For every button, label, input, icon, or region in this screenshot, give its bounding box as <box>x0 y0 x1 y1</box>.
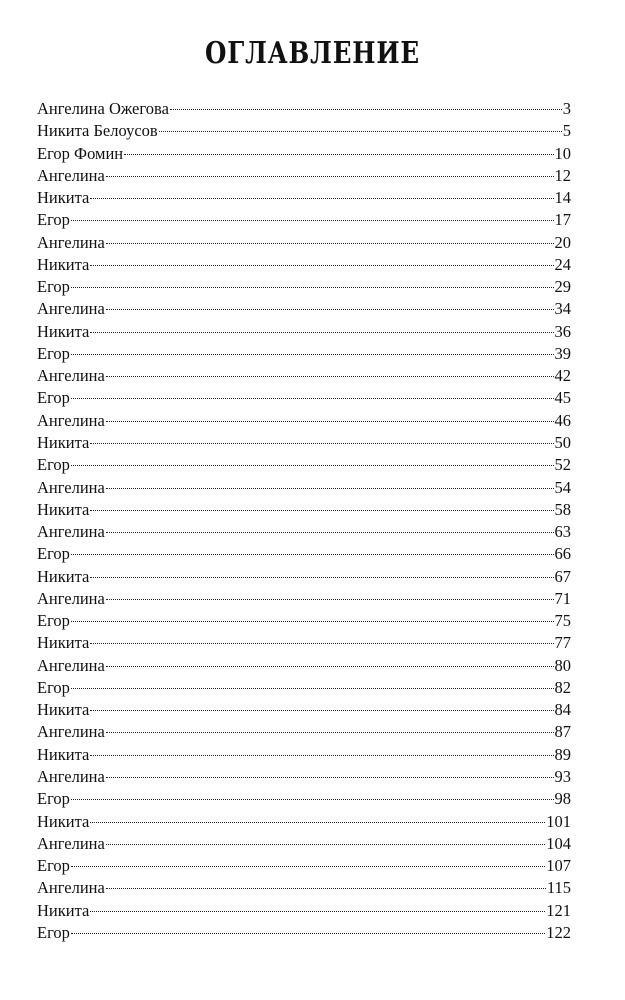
table-of-contents <box>37 98 571 944</box>
toc-dot-leader <box>106 421 554 422</box>
toc-entry-title: Егор <box>37 789 70 809</box>
toc-entry-page-number: 93 <box>554 766 571 786</box>
toc-entry-page-number: 36 <box>554 321 571 341</box>
toc-entry <box>37 387 571 409</box>
toc-entry-title: Никита <box>37 566 90 586</box>
toc-entry-title: Никита <box>37 254 90 274</box>
toc-entry-title: Егор <box>37 544 70 564</box>
toc-entry <box>37 298 571 320</box>
toc-entry-page-number: 14 <box>554 188 571 208</box>
toc-dot-leader <box>90 577 553 578</box>
toc-entry-page-number: 3 <box>562 99 571 118</box>
toc-entry-title: Никита <box>37 633 90 653</box>
toc-entry-title: Никита <box>37 499 90 519</box>
toc-entry-title: Егор <box>37 455 70 475</box>
toc-entry <box>37 788 571 810</box>
toc-entry-page-number: 104 <box>546 833 571 853</box>
toc-dot-leader <box>90 710 553 711</box>
toc-entry <box>37 365 571 387</box>
toc-entry-title: Егор <box>37 388 70 408</box>
toc-entry-page-number: 42 <box>554 366 571 386</box>
toc-entry-page-number: 71 <box>554 588 571 608</box>
toc-entry-page-number: 84 <box>554 700 571 720</box>
toc-dot-leader <box>106 376 554 377</box>
toc-entry-page-number: 58 <box>554 499 571 519</box>
toc-dot-leader <box>106 666 554 667</box>
toc-dot-leader <box>71 621 554 622</box>
toc-entry <box>37 276 571 298</box>
toc-entry <box>37 187 571 209</box>
toc-entry-page-number: 67 <box>554 566 571 586</box>
toc-entry-page-number: 12 <box>554 165 571 185</box>
toc-entry <box>37 900 571 922</box>
toc-entry-title: Ангелина <box>37 833 105 853</box>
toc-entry-page-number: 45 <box>554 388 571 408</box>
toc-entry-page-number: 17 <box>554 210 571 230</box>
toc-entry <box>37 699 571 721</box>
toc-entry <box>37 677 571 699</box>
toc-entry <box>37 143 571 165</box>
toc-entry-title: Никита Белоусов <box>37 121 158 141</box>
toc-entry-title: Егор <box>37 210 70 230</box>
toc-dot-leader <box>71 554 554 555</box>
toc-entry <box>37 543 571 565</box>
toc-entry-title: Егор <box>37 277 70 297</box>
toc-dot-leader <box>106 777 554 778</box>
toc-entry <box>37 209 571 231</box>
toc-entry-page-number: 46 <box>554 410 571 430</box>
toc-entry-title: Никита <box>37 700 90 720</box>
toc-dot-leader <box>71 398 554 399</box>
toc-entry-title: Ангелина <box>37 522 105 542</box>
toc-entry-title: Ангелина <box>37 722 105 742</box>
toc-dot-leader <box>90 643 553 644</box>
toc-dot-leader <box>71 287 554 288</box>
toc-entry <box>37 521 571 543</box>
toc-entry-page-number: 75 <box>554 611 571 631</box>
toc-dot-leader <box>124 154 553 155</box>
toc-entry-page-number: 20 <box>554 232 571 252</box>
toc-dot-leader <box>106 309 554 310</box>
toc-entry-page-number: 39 <box>554 343 571 363</box>
toc-dot-leader <box>106 844 545 845</box>
toc-entry <box>37 610 571 632</box>
toc-entry <box>37 499 571 521</box>
toc-entry-title: Егор <box>37 343 70 363</box>
toc-entry-page-number: 80 <box>554 655 571 675</box>
toc-entry-page-number: 66 <box>554 544 571 564</box>
toc-entry <box>37 588 571 610</box>
page-title: ОГЛАВЛЕНИЕ <box>205 36 420 71</box>
toc-entry <box>37 165 571 187</box>
toc-entry-title: Егор <box>37 922 70 942</box>
toc-entry-title: Никита <box>37 900 90 920</box>
toc-entry <box>37 811 571 833</box>
toc-dot-leader <box>71 688 554 689</box>
toc-entry-page-number: 54 <box>554 477 571 497</box>
toc-dot-leader <box>90 510 553 511</box>
toc-entry <box>37 120 571 142</box>
toc-entry <box>37 744 571 766</box>
toc-dot-leader <box>90 822 545 823</box>
toc-entry <box>37 477 571 499</box>
toc-dot-leader <box>71 220 554 221</box>
toc-entry-page-number: 24 <box>554 254 571 274</box>
toc-entry-title: Егор <box>37 677 70 697</box>
toc-entry-title: Ангелина <box>37 232 105 252</box>
toc-dot-leader <box>71 465 554 466</box>
toc-entry <box>37 833 571 855</box>
toc-entry-title: Никита <box>37 811 90 831</box>
toc-dot-leader <box>90 911 545 912</box>
toc-entry <box>37 922 571 944</box>
toc-entry <box>37 343 571 365</box>
toc-dot-leader <box>71 799 554 800</box>
toc-dot-leader <box>90 332 553 333</box>
toc-entry-page-number: 82 <box>554 677 571 697</box>
toc-entry-page-number: 50 <box>554 432 571 452</box>
toc-entry-title: Ангелина <box>37 766 105 786</box>
toc-entry-page-number: 10 <box>554 143 571 163</box>
toc-entry <box>37 721 571 743</box>
toc-entry-title: Егор <box>37 856 70 876</box>
toc-entry-title: Ангелина <box>37 477 105 497</box>
toc-dot-leader <box>106 732 554 733</box>
toc-dot-leader <box>90 755 553 756</box>
toc-entry-page-number: 101 <box>546 811 571 831</box>
toc-entry-title: Ангелина Ожегова <box>37 99 169 118</box>
toc-entry-title: Никита <box>37 321 90 341</box>
toc-entry-page-number: 98 <box>554 789 571 809</box>
toc-entry-title: Ангелина <box>37 366 105 386</box>
toc-entry-title: Никита <box>37 188 90 208</box>
toc-entry <box>37 566 571 588</box>
toc-entry-page-number: 107 <box>546 856 571 876</box>
toc-entry <box>37 321 571 343</box>
toc-dot-leader <box>106 243 554 244</box>
toc-entry-page-number: 52 <box>554 455 571 475</box>
toc-dot-leader <box>159 131 562 132</box>
toc-dot-leader <box>106 488 554 489</box>
toc-dot-leader <box>170 109 562 110</box>
toc-dot-leader <box>90 265 553 266</box>
toc-entry-page-number: 5 <box>562 121 571 141</box>
toc-dot-leader <box>90 443 553 444</box>
toc-entry <box>37 232 571 254</box>
toc-entry <box>37 410 571 432</box>
toc-dot-leader <box>106 176 554 177</box>
toc-dot-leader <box>71 866 545 867</box>
toc-entry <box>37 655 571 677</box>
toc-entry-page-number: 89 <box>554 744 571 764</box>
toc-entry <box>37 855 571 877</box>
toc-entry-title: Ангелина <box>37 299 105 319</box>
toc-entry-page-number: 34 <box>554 299 571 319</box>
toc-entry <box>37 432 571 454</box>
toc-entry-page-number: 29 <box>554 277 571 297</box>
toc-entry-page-number: 122 <box>546 922 571 942</box>
toc-entry-title: Ангелина <box>37 878 105 898</box>
toc-entry-title: Егор Фомин <box>37 143 124 163</box>
toc-entry-title: Егор <box>37 611 70 631</box>
toc-entry-page-number: 87 <box>554 722 571 742</box>
toc-entry-title: Ангелина <box>37 588 105 608</box>
toc-entry-title: Ангелина <box>37 655 105 675</box>
toc-entry-title: Никита <box>37 432 90 452</box>
toc-entry <box>37 766 571 788</box>
toc-entry <box>37 454 571 476</box>
toc-entry <box>37 98 571 120</box>
toc-dot-leader <box>106 888 546 889</box>
toc-entry-page-number: 121 <box>546 900 571 920</box>
toc-entry-title: Ангелина <box>37 410 105 430</box>
toc-entry <box>37 254 571 276</box>
toc-dot-leader <box>71 354 554 355</box>
toc-dot-leader <box>106 532 554 533</box>
toc-entry-page-number: 77 <box>554 633 571 653</box>
toc-entry <box>37 877 571 899</box>
toc-entry-title: Никита <box>37 744 90 764</box>
toc-dot-leader <box>106 599 554 600</box>
toc-dot-leader <box>90 198 553 199</box>
toc-entry-page-number: 63 <box>554 522 571 542</box>
toc-entry-title: Ангелина <box>37 165 105 185</box>
toc-dot-leader <box>71 933 545 934</box>
toc-entry-page-number: 115 <box>546 878 571 898</box>
toc-entry <box>37 632 571 654</box>
